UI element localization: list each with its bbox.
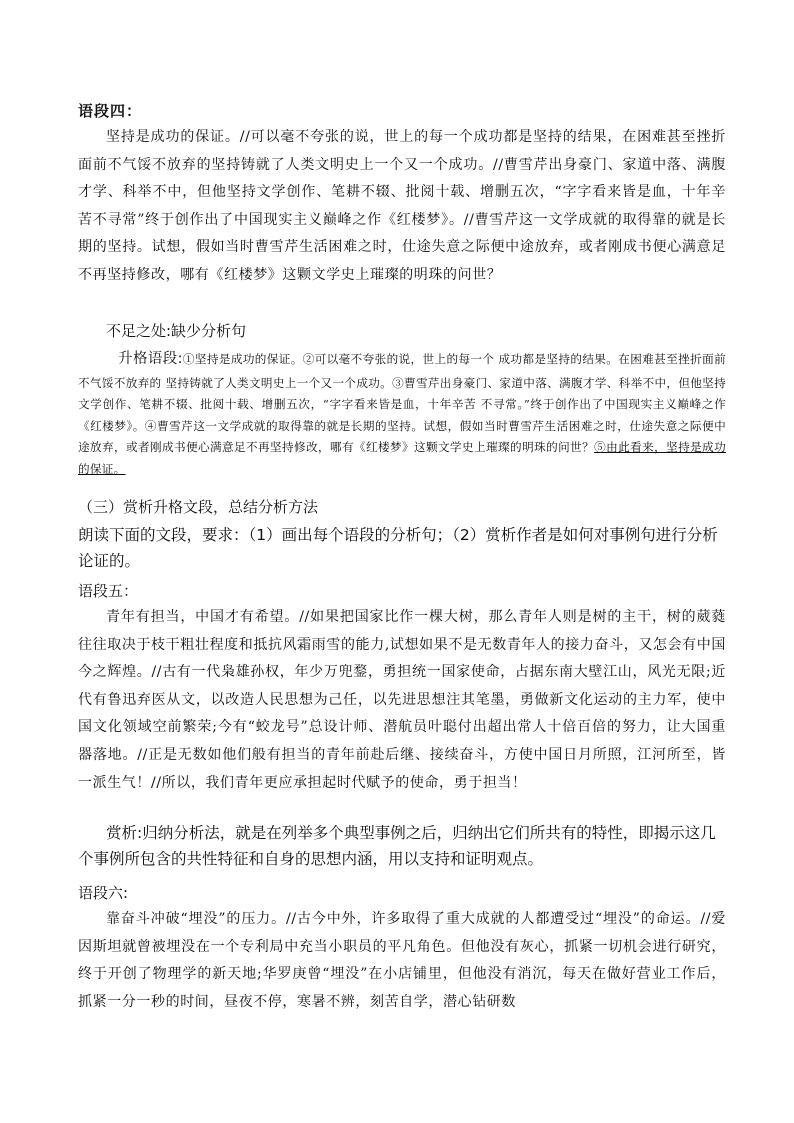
section3-title: （三）赏析升格文段，总结分析方法 [78,498,319,516]
upgrade-paragraph [78,346,726,480]
seg5-appreciation: 赏析:归纳分析法，就是在列举多个典型事例之后，归纳出它们所共有的特性，即揭示这几个事例所包含的共性特征和自身的思想内涵，用以支持和证明观点。 [78,824,716,868]
upgrade-conclusion: ⑤由此看来，坚持是成功的保证。 [78,440,726,476]
seg4-body: 坚持是成功的保证。//可以毫不夸张的说，世上的每一个成功都是坚持的结果，在困难甚至挫折面前不气馁不放弃的坚持铸就了人类文明史上一个又一个成功。//曹雪芹出身豪门、家道中落、满腹才学、科举不中，但他坚持文学创作、笔耕不辍、批阅十载、增删五次，“字字看来皆是血，十年辛苦不寻常”终于创作出了中国现实主义巅峰之作《红楼梦》。//曹雪芹这一文学成就的取得靠的就是长期的坚持。试想，假如当时曹雪芹生活困难之时，仕途失意之际便中途放弃，或者刚成书便心满意足不再坚持修改，哪有《红楼梦》这颗文学史上璀璨的明珠的问世？ [78,129,726,283]
seg6-body: 靠奋斗冲破“埋没”的压力。//古今中外，许多取得了重大成就的人都遭受过“埋没”的命运。//爱因斯坦就曾被埋没在一个专利局中充当小职员的平凡角色。但他没有灰心，抓紧一切机会进行研究，终于开创了物理学的新天地;华罗庚曾“埋没”在小店铺里，但他没有消沉，每天在做好营业工作后，抓紧一分一秒的时间，昼夜不停，寒暑不辨，刻苦自学，潜心钻研数 [78,911,726,1010]
seg5-heading: 语段五： [78,582,139,600]
upgrade-body: ①坚持是成功的保证。②可以毫不夸张的说，世上的每一个 成功都是坚持的结果。在困难甚至挫折面前不气馁不放弃的 坚持铸就了人类文明史上一个又一个成功。③曹雪芹出身豪门、家道中落、满腹才学、科举不中，但他坚持文学创作、笔耕不辍、批阅十载、增删五次，“字字看来皆是血，十年辛苦 不寻常。”终于创作出了中国现实主义巅峰之作《红楼梦》。④曹雪芹这一文学成就的取得靠的就是长期的坚持。试想，假如当时曹雪芹生活困难之时，仕途失意之际便中途放弃，或者刚成书便心满意足不再坚持修改，哪有《红楼梦》这颗文学史上璀璨的明珠的问世？ [78,352,726,455]
seg5-body: 青年有担当，中国才有希望。//如果把国家比作一棵大树，那么青年人则是树的主干，树的葳蕤往往取决于枝干粗壮程度和抵抗风霜雨雪的能力,试想如果不是无数青年人的接力奋斗，又怎会有中国今之辉煌。//古有一代枭雄孙权，年少万兜鍪，勇担统一国家使命，占据东南大壁江山，风光无限;近代有鲁迅弃医从文，以改造人民思想为己任，以先进思想注其笔墨，勇做新文化运动的主力军，使中国文化领域空前繁荣;今有“蛟龙号”总设计师、潜航员叶聪付出超出常人十倍百倍的努力，让大国重器落地。//正是无数如他们般有担当的青年前赴后继、接续奋斗，方使中国日月所照，江河所至，皆一派生气！//所以，我们青年更应承担起时代赋予的使命，勇于担当！ [78,609,726,791]
upgrade-label: 升格语段: [118,351,183,367]
seg6-heading: 语段六: [78,884,129,902]
seg4-heading: 语段四： [78,102,143,120]
shortcoming-line: 不足之处:缺少分析句 [106,322,247,340]
section3-instruction: 朗读下面的文段，要求：（1）画出每个语段的分析句；（2）赏析作者是如何对事例句进行分析论证的。 [78,526,718,570]
